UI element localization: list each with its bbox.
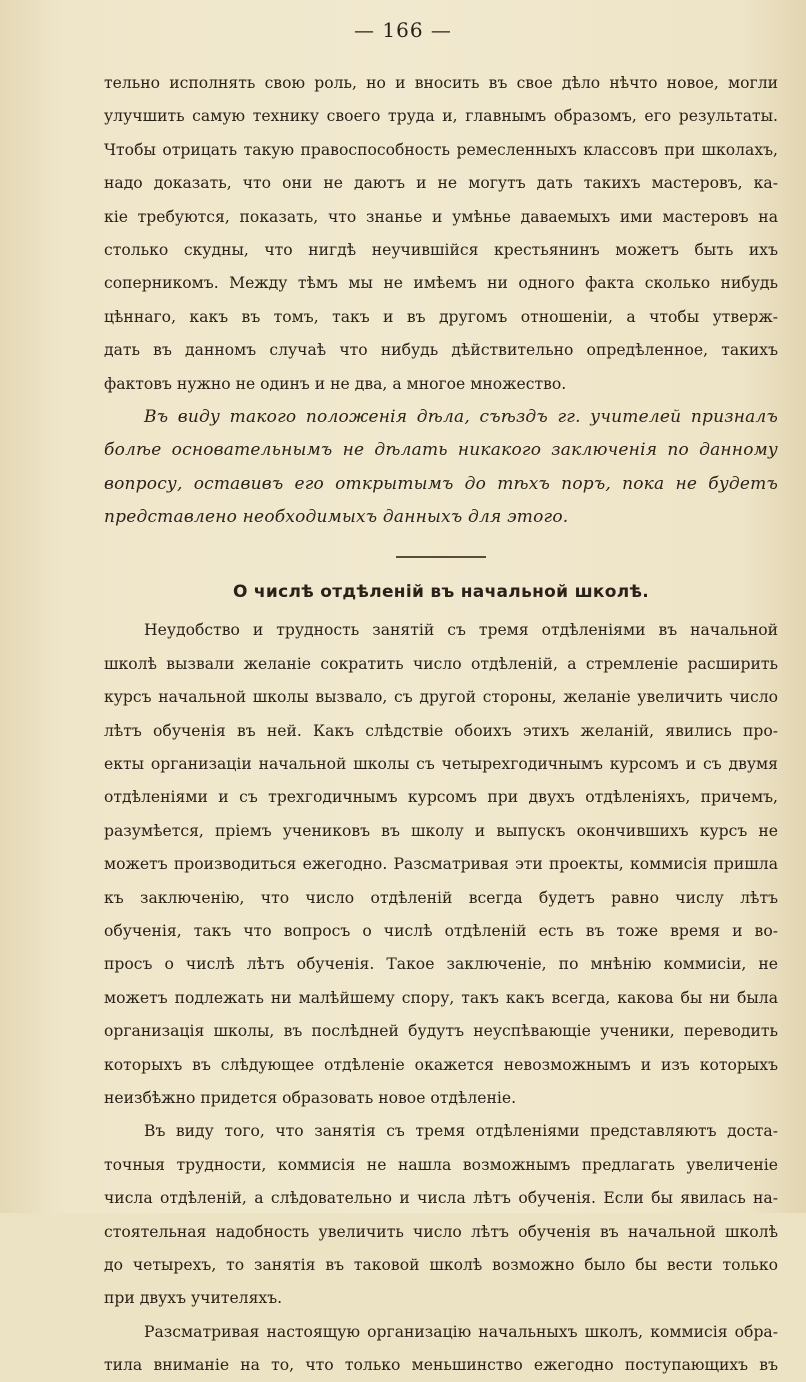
text-line: соперникомъ. Между тѣмъ мы не имѣемъ ни одного факта сколько нибудь xyxy=(104,274,778,293)
text-line: можетъ подлежать ни малѣйшему спору, такъ какъ всегда, какова бы ни была xyxy=(104,988,778,1007)
paragraph-resolution-italic xyxy=(104,401,778,535)
paragraph-1 xyxy=(104,67,778,401)
text-line: курсъ начальной школы вызвало, съ другой стороны, желаніе увеличить число xyxy=(104,688,778,707)
paragraph-4 xyxy=(104,1115,778,1315)
text-line: болѣе основательнымъ не дѣлать никакого заключенія по данному xyxy=(104,440,778,461)
text-line: улучшить самую технику своего труда и, главнымъ образомъ, его результаты. xyxy=(104,107,778,126)
text-line: надо доказать, что они не даютъ и не могутъ дать такихъ мастеровъ, ка- xyxy=(104,174,778,193)
text-line: при двухъ учителяхъ. xyxy=(104,1289,283,1308)
text-line: тила вниманіе на то, что только меньшинство ежегодно поступающихъ въ xyxy=(104,1356,778,1375)
paragraph-5 xyxy=(104,1316,778,1382)
text-line: цѣннаго, какъ въ томъ, такъ и въ другомъ отношеніи, а чтобы утверж- xyxy=(104,307,778,326)
text-line: Въ виду такого положенія дѣла, съѣздъ гг. учителей призналъ xyxy=(144,406,778,427)
text-line: Въ виду того, что занятія съ тремя отдѣленіями представляютъ доста- xyxy=(144,1122,778,1141)
page-body xyxy=(104,67,778,1382)
text-line: до четырехъ, то занятія въ таковой школѣ возможно было бы вести только xyxy=(104,1255,778,1274)
text-line: точныя трудности, коммисія не нашла возможнымъ предлагать увеличеніе xyxy=(104,1155,778,1174)
text-line: тельно исполнять свою роль, но и вносить въ свое дѣло нѣчто новое, могли xyxy=(104,74,778,92)
text-line: дать въ данномъ случаѣ что нибудь дѣйствительно опредѣленное, такихъ xyxy=(104,341,778,360)
text-line: школѣ вызвали желаніе сократить число отдѣленій, а стремленіе расширить xyxy=(104,654,778,673)
text-line: разумѣется, пріемъ учениковъ въ школу и выпускъ окончившихъ курсъ не xyxy=(104,821,778,840)
text-line: организація школы, въ послѣдней будутъ неуспѣвающіе ученики, переводить xyxy=(104,1022,778,1041)
text-line: неизбѣжно придется образовать новое отдѣленіе. xyxy=(104,1088,517,1107)
section-heading: О числѣ отдѣленій въ начальной школѣ. xyxy=(232,582,650,603)
text-line: Неудобство и трудность занятій съ тремя отдѣленіями въ начальной xyxy=(144,621,778,640)
text-line: обученія, такъ что вопросъ о числѣ отдѣленій есть въ тоже время и во- xyxy=(104,921,778,940)
text-line: Чтобы отрицать такую правоспособность ремесленныхъ классовъ при школахъ, xyxy=(104,140,778,159)
text-line: лѣтъ обученія въ ней. Какъ слѣдствіе обоихъ этихъ желаній, явились про- xyxy=(104,721,778,740)
text-line: представлено необходимыхъ данныхъ для этого. xyxy=(104,507,569,528)
text-line: вопросу, оставивъ его открытымъ до тѣхъ поръ, пока не будетъ xyxy=(104,473,778,494)
text-line: можетъ производиться ежегодно. Разсматривая эти проекты, коммисія пришла xyxy=(104,855,778,874)
page-number: — 166 — xyxy=(354,18,452,42)
text-line: просъ о числѣ лѣтъ обученія. Такое заключеніе, по мнѣнію коммисіи, не xyxy=(104,955,778,974)
text-line: числа отдѣленій, а слѣдовательно и числа лѣтъ обученія. Если бы явилась на- xyxy=(104,1189,778,1208)
text-line: кіе требуются, показать, что знанье и умѣнье даваемыхъ ими мастеровъ на xyxy=(104,207,778,226)
text-line: Разсматривая настоящую организацію начальныхъ школъ, коммисія обра- xyxy=(144,1322,778,1341)
text-line: екты организаціи начальной школы съ четырехгодичнымъ курсомъ и съ двумя xyxy=(104,755,778,774)
text-line: къ заключенію, что число отдѣленій всегда будетъ равно числу лѣтъ xyxy=(104,888,778,907)
paragraph-3 xyxy=(104,614,778,1115)
text-line: столько скудны, что нигдѣ неучившійся крестьянинъ можетъ быть ихъ xyxy=(104,240,778,259)
text-line: фактовъ нужно не одинъ и не два, а многое множество. xyxy=(104,374,567,393)
section-divider xyxy=(104,534,778,570)
text-line: отдѣленіями и съ трехгодичнымъ курсомъ при двухъ отдѣленіяхъ, причемъ, xyxy=(104,788,778,807)
text-line: стоятельная надобность увеличить число лѣтъ обученія въ начальной школѣ xyxy=(104,1222,778,1241)
text-line: которыхъ въ слѣдующее отдѣленіе окажется невозможнымъ и изъ которыхъ xyxy=(104,1055,778,1074)
